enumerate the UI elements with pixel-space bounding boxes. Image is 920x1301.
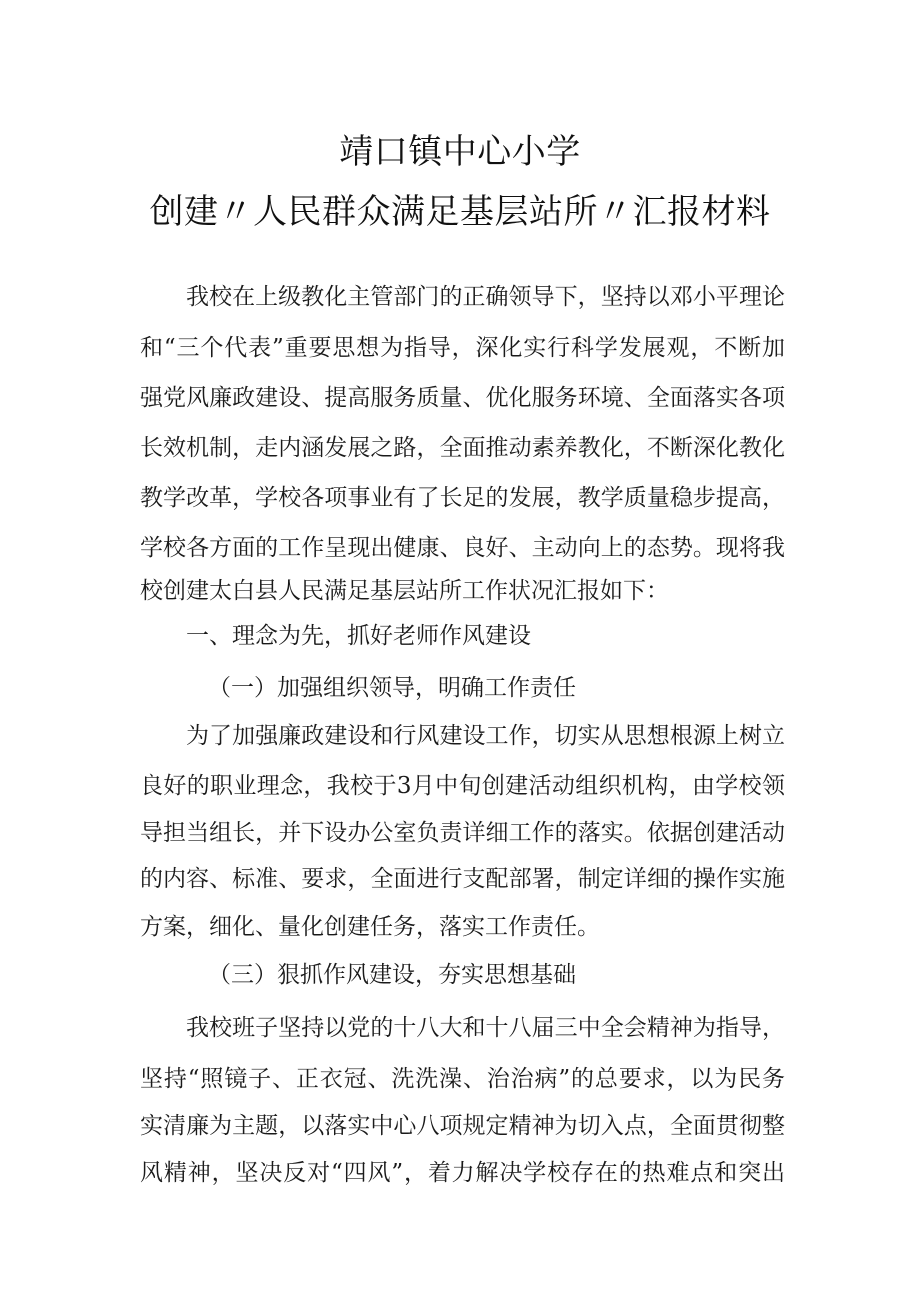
paragraph-line: 坚持“照镜子、正衣冠、洗洗澡、治治病”的总要求，以为民务 [140, 1066, 785, 1092]
paragraph-line: 风精神，坚决反对“四风”，着力解决学校存在的热难点和突出 [140, 1160, 785, 1186]
paragraph-line: 强党风廉政建设、提高服务质量、优化服务环境、全面落实各项 [140, 385, 785, 411]
subsection-heading: （一）加强组织领导，明确工作责任 [208, 675, 576, 701]
paragraph-line: 校创建太白县人民满足基层站所工作状况汇报如下： [140, 578, 669, 604]
subsection-heading: （三）狠抓作风建设，夯实思想基础 [208, 962, 576, 988]
paragraph-line: 为了加强廉政建设和行风建设工作，切实从思想根源上树立 [186, 723, 785, 749]
paragraph-line: 我校在上级教化主管部门的正确领导下，坚持以邓小平理论 [186, 284, 785, 310]
paragraph-line: 的内容、标准、要求，全面进行支配部署，制定详细的操作实施 [140, 866, 785, 892]
paragraph-line: 教学改革，学校各项事业有了长足的发展，教学质量稳步提高， [140, 485, 785, 511]
document-title-school: 靖口镇中心小学 [339, 132, 581, 172]
section-heading: 一、理念为先，抓好老师作风建设 [186, 623, 531, 649]
paragraph-line: 方案，细化、量化创建任务，落实工作责任。 [140, 914, 600, 940]
paragraph-line: 我校班子坚持以党的十八大和十八届三中全会精神为指导， [186, 1015, 785, 1041]
paragraph-line: 良好的职业理念，我校于3月中旬创建活动组织机构，由学校领 [140, 773, 785, 799]
document-title-report: 创建〃人民群众满足基层站所〃汇报材料 [149, 192, 771, 232]
paragraph-line: 长效机制，走内涵发展之路，全面推动素养教化，不断深化教化 [140, 435, 785, 461]
paragraph-line: 导担当组长，并下设办公室负责详细工作的落实。依据创建活动 [140, 820, 785, 846]
paragraph-line: 实清廉为主题，以落实中心八项规定精神为切入点，全面贯彻整 [140, 1113, 785, 1139]
paragraph-line: 和“三个代表”重要思想为指导，深化实行科学发展观，不断加 [140, 335, 785, 361]
paragraph-line: 学校各方面的工作呈现出健康、良好、主动向上的态势。现将我 [140, 535, 785, 561]
